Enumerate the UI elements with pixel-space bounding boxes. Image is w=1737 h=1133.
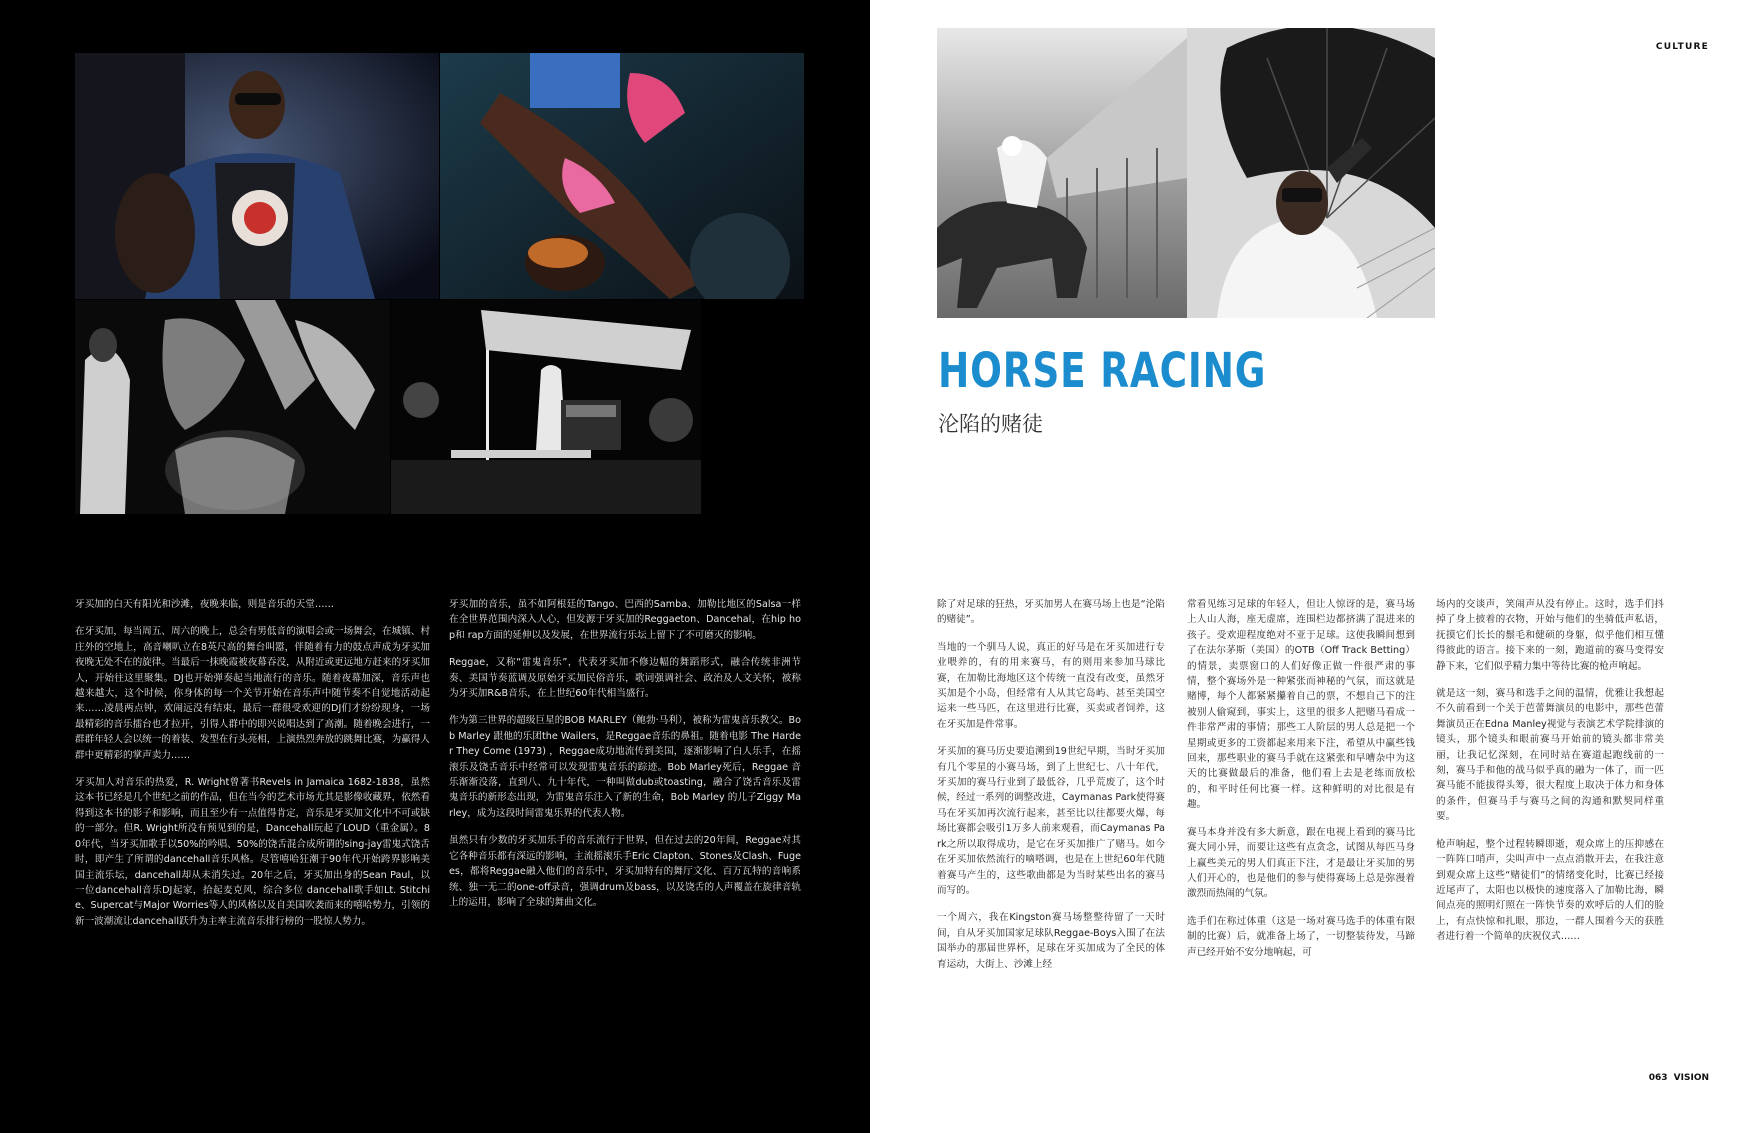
paragraph: 牙买加的赛马历史要追溯到19世纪早期，当时牙买加有几个零星的小赛马场，到了上世纪七、八十年代，牙买加的赛马行业到了最低谷，几乎荒废了，这个时候，经过一系列的调整改进，Caymanas Park使得赛马在牙买加再次流行起来，甚至比以往都要火爆，每场比赛都会吸引1万多人前来观看，而Caymanas Park之所以取得成功，是它在牙买加推广了赌马。如今在牙买加依然流行的嘀嗒调，也是在上世纪60年代随着赛马产生的，这些歌曲都是为当时某些出名的赛马而写的。 (937, 746, 1165, 896)
right-column-1 (937, 597, 1165, 984)
left-column-2 (449, 597, 801, 922)
section-tag: CULTURE (1655, 42, 1709, 52)
article-title: HORSE RACING (938, 343, 1267, 399)
night-outdoor-stage-photo (391, 300, 701, 514)
paragraph: 选手们在称过体重（这是一场对赛马选手的体重有限制的比赛）后，就准备上场了，一切整装待发，马蹄声已经开始不安分地响起，可 (1187, 915, 1415, 958)
paragraph: 赛马本身并没有多大新意，跟在电视上看到的赛马比赛大同小异，而要让这些有点贪念，试图从每匹马身上赢些美元的男人们真正下注，才是最让牙买加的男人们开心的，也是他们的参与使得赛场上总是弥漫着激烈而热闹的气氛。 (1187, 826, 1415, 900)
paragraph: Reggae，又称“雷鬼音乐”，代表牙买加不修边幅的舞蹈形式，融合传统非洲节奏、美国节奏蓝调及原始牙买加民俗音乐，歌词强调社会、政治及人文关怀，被称为牙买加R&B音乐，在上世纪60年代相当盛行。 (449, 657, 801, 700)
blurred-dance-crowd-photo (75, 300, 390, 514)
paragraph: 当地的一个驯马人说，真正的好马是在牙买加进行专业喂养的，有的用来赛马，有的则用来参加马球比赛，在加勒比海地区这个传统一直没有改变，虽然牙买加是个小岛，但经常有人从其它岛屿、甚至美国空运来一些马匹，在这里进行比赛，买卖或者饲养，这在牙买加是件常事。 (937, 641, 1165, 730)
paragraph: 在牙买加，每当周五、周六的晚上，总会有男低音的演唱会或一场舞会，在城镇、村庄外的空地上，高音喇叭立在8英尺高的舞台叫嚣，伴随着有力的鼓点声成为牙买加夜晚无处不在的旋律。当最后一抹晚霞被夜幕吞没，从附近或更远地方赶来的牙买加人，开始往这里聚集。DJ也开始弹奏起当地流行的音乐。随着夜幕加深，音乐声也越来越大，这个时候，你身体的每一个关节开始在音乐声中随节奏不自觉地活动起来……凌晨两点钟，欢闹远没有结束，最后一群很受欢迎的DJ们才纷纷现身，一场最精彩的音乐擂台也才拉开，引得人群中的即兴说唱达到了高潮。随着晚会进行，一群群年轻人会以统一的着装、发型在行头亮相，上演热烈奔放的跳舞比赛，为赢得人群中更精彩的掌声卖力…… (75, 626, 430, 761)
spectator-with-binoculars-and-umbrella-photo (1187, 28, 1435, 318)
paragraph: 枪声响起，整个过程转瞬即逝，观众席上的压抑感在一阵阵口哨声，尖叫声中一点点消散开去，在我注意到观众席上这些“赌徒们”的情绪变化时，比赛已经接近尾声了，太阳也以极快的速度落入了加勒比海，瞬间点亮的照明灯照在一阵快节奏的欢呼后的人们的脸上，有点快惊和扎眼，那边，一群人围着今天的获胜者进行着一个简单的庆祝仪式…… (1436, 838, 1664, 943)
page-folio (1646, 1073, 1709, 1083)
paragraph: 牙买加人对音乐的热爱，R. Wright曾著书Revels in Jamaica 1682-1838，虽然这本书已经是几个世纪之前的作品，但在当今的艺术市场尤其是影像收藏界，依然看得到这本书的影子和影响，而且至少有一点值得肯定，音乐是牙买加文化中不可或缺的一部分。但R. Wright所没有预见到的是，Dancehall玩起了LOUD（重金属）。80年代，当牙买加歌手以50%的吟唱、50%的饶舌混合成所谓的sing-jay雷鬼式饶舌时，即产生了所谓的dancehall音乐风格。尽管嘻哈狂潮于90年代开始跨界影响美国主流乐坛，dancehall却从未消失过。20年之后，牙买加出身的Sean Paul，以一位dancehall音乐DJ起家，拾起麦克风，综合多位 dancehall歌手如Lt. Stitchie、Supercat与Major Worries等人的风格以及自美国吹袭而来的嘻哈势力，引领的新一波潮流让dancehall跃升为主率主流音乐排行榜的一股惊人势力。 (75, 777, 430, 927)
paragraph: 牙买加的音乐，虽不如阿根廷的Tango、巴西的Samba、加勒比地区的Salsa一样在全世界范围内深入人心，但发源于牙买加的Reggaeton、Dancehal，在hip hop和 rap方面的延伸以及发展，在世界流行乐坛上留下了不可磨灭的影响。 (449, 599, 801, 641)
article-subtitle: 沦陷的赌徒 (938, 412, 1043, 436)
right-column-3 (1436, 597, 1664, 957)
paragraph: 场内的交谈声，笑闹声从没有停止。这时，选手们抖掉了身上披着的衣物，开始与他们的坐骑低声私语，抚摸它们长长的鬃毛和健硕的身躯，似乎他们相互懂得彼此的语言。接下来的一刻，跑道前的赛马变得安静下来，它们似乎精力集中等待比赛的枪声响起。 (1436, 599, 1664, 672)
dancer-in-denim-jacket-photo (75, 53, 439, 299)
paragraph: 虽然只有少数的牙买加乐手的音乐流行于世界，但在过去的20年间，Reggae对其它各种音乐都有深远的影响，主流摇滚乐手Eric Clapton、Stones及Clash、Fugees，都将Reggae融入他们的音乐中，牙买加特有的舞厅文化、百万瓦特的音响系统、独一无二的one-off录音，强调drum及bass，以及饶舌的人声覆盖在旋律音轨上的运用，影响了全球的舞曲文化。 (449, 835, 801, 908)
paragraph: 常看见练习足球的年轻人，但让人惊讶的是，赛马场上人山人海，座无虚席，连围栏边都挤满了混进来的孩子。受欢迎程度绝对不亚于足球。这使我瞬间想到了在法尔茅斯（美国）的OTB（Off Track Betting）的情景，卖票窗口的人们好像正做一件很严肃的事情，整个赛场外是一种紧张而神秘的气氛，而这就是赌博，每个人都紧紧攥着自己的票，不想自己下的注被别人偷窥到，事实上，这里的很多人把赌马看成一件非常严肃的事情；那些工人阶层的男人总是把一个星期或更多的工资都起来用来下注，希望从中赢些钱回来，那些职业的赛马手就在这紧张和早嘈杂中为这天的比赛做最后的准备，他们看上去是老练而放松的，和平时任何比赛一样。这种鲜明的对比很是有趣。 (1187, 599, 1415, 811)
paragraph: 作为第三世界的超级巨星的BOB MARLEY（鲍勃·马利），被称为雷鬼音乐教父。Bob Marley 跟他的乐团the Wailers，是Reggae音乐的鼻祖。随着电影 The Harder They Come (1973) ，Reggae成功地流传到美国，逐渐影响了白人乐手，在摇滚乐及饶舌音乐中经常可以发现雷鬼音乐的踪迹。Bob Marley死后，Reggae 音乐渐渐没落，直到八、九十年代，一种叫做dub或toasting，融合了饶舌音乐及雷鬼音乐的新形态出现，为雷鬼音乐注入了新的生命，Bob Marley 的儿子Ziggy Marley，成为这段时间雷鬼乐界的代表人物。 (449, 715, 801, 819)
right-page (870, 0, 1737, 1133)
page-number: 063 (1648, 1073, 1668, 1083)
right-column-2 (1187, 597, 1415, 972)
racing-jockey-and-horse-photo (937, 28, 1187, 318)
magazine-name: VISION (1673, 1073, 1709, 1083)
paragraph: 牙买加的白天有阳光和沙滩，夜晚来临，则是音乐的天堂…… (75, 599, 335, 610)
left-column-1 (75, 597, 430, 941)
paragraph: 就是这一刻，赛马和选手之间的温情，优雅让我想起不久前看到一个关于芭蕾舞演员的电影中，那些芭蕾舞演员正在Edna Manley视觉与表演艺术学院排演的镜头，那个镜头和眼前赛马开始前的镜头都非常美丽，让我记忆深刻，在同时站在赛道起跑线前的一刻，赛马手和他的战马似乎真的融为一体了，而一匹赛马能不能拔得头筹，很大程度上取决于体力和身体的条件，但赛马手与赛马之间的沟通和默契同样重要。 (1436, 688, 1664, 823)
dancer-lying-on-floor-photo (440, 53, 804, 299)
paragraph: 除了对足球的狂热，牙买加男人在赛马场上也是“沦陷的赌徒”。 (937, 599, 1165, 626)
paragraph: 一个周六，我在Kingston赛马场整整待留了一天时间，自从牙买加国家足球队Reggae-Boys入围了在法国举办的那届世界杯，足球在牙买加成为了全民的体育运动，大街上、沙滩上经 (937, 912, 1165, 970)
